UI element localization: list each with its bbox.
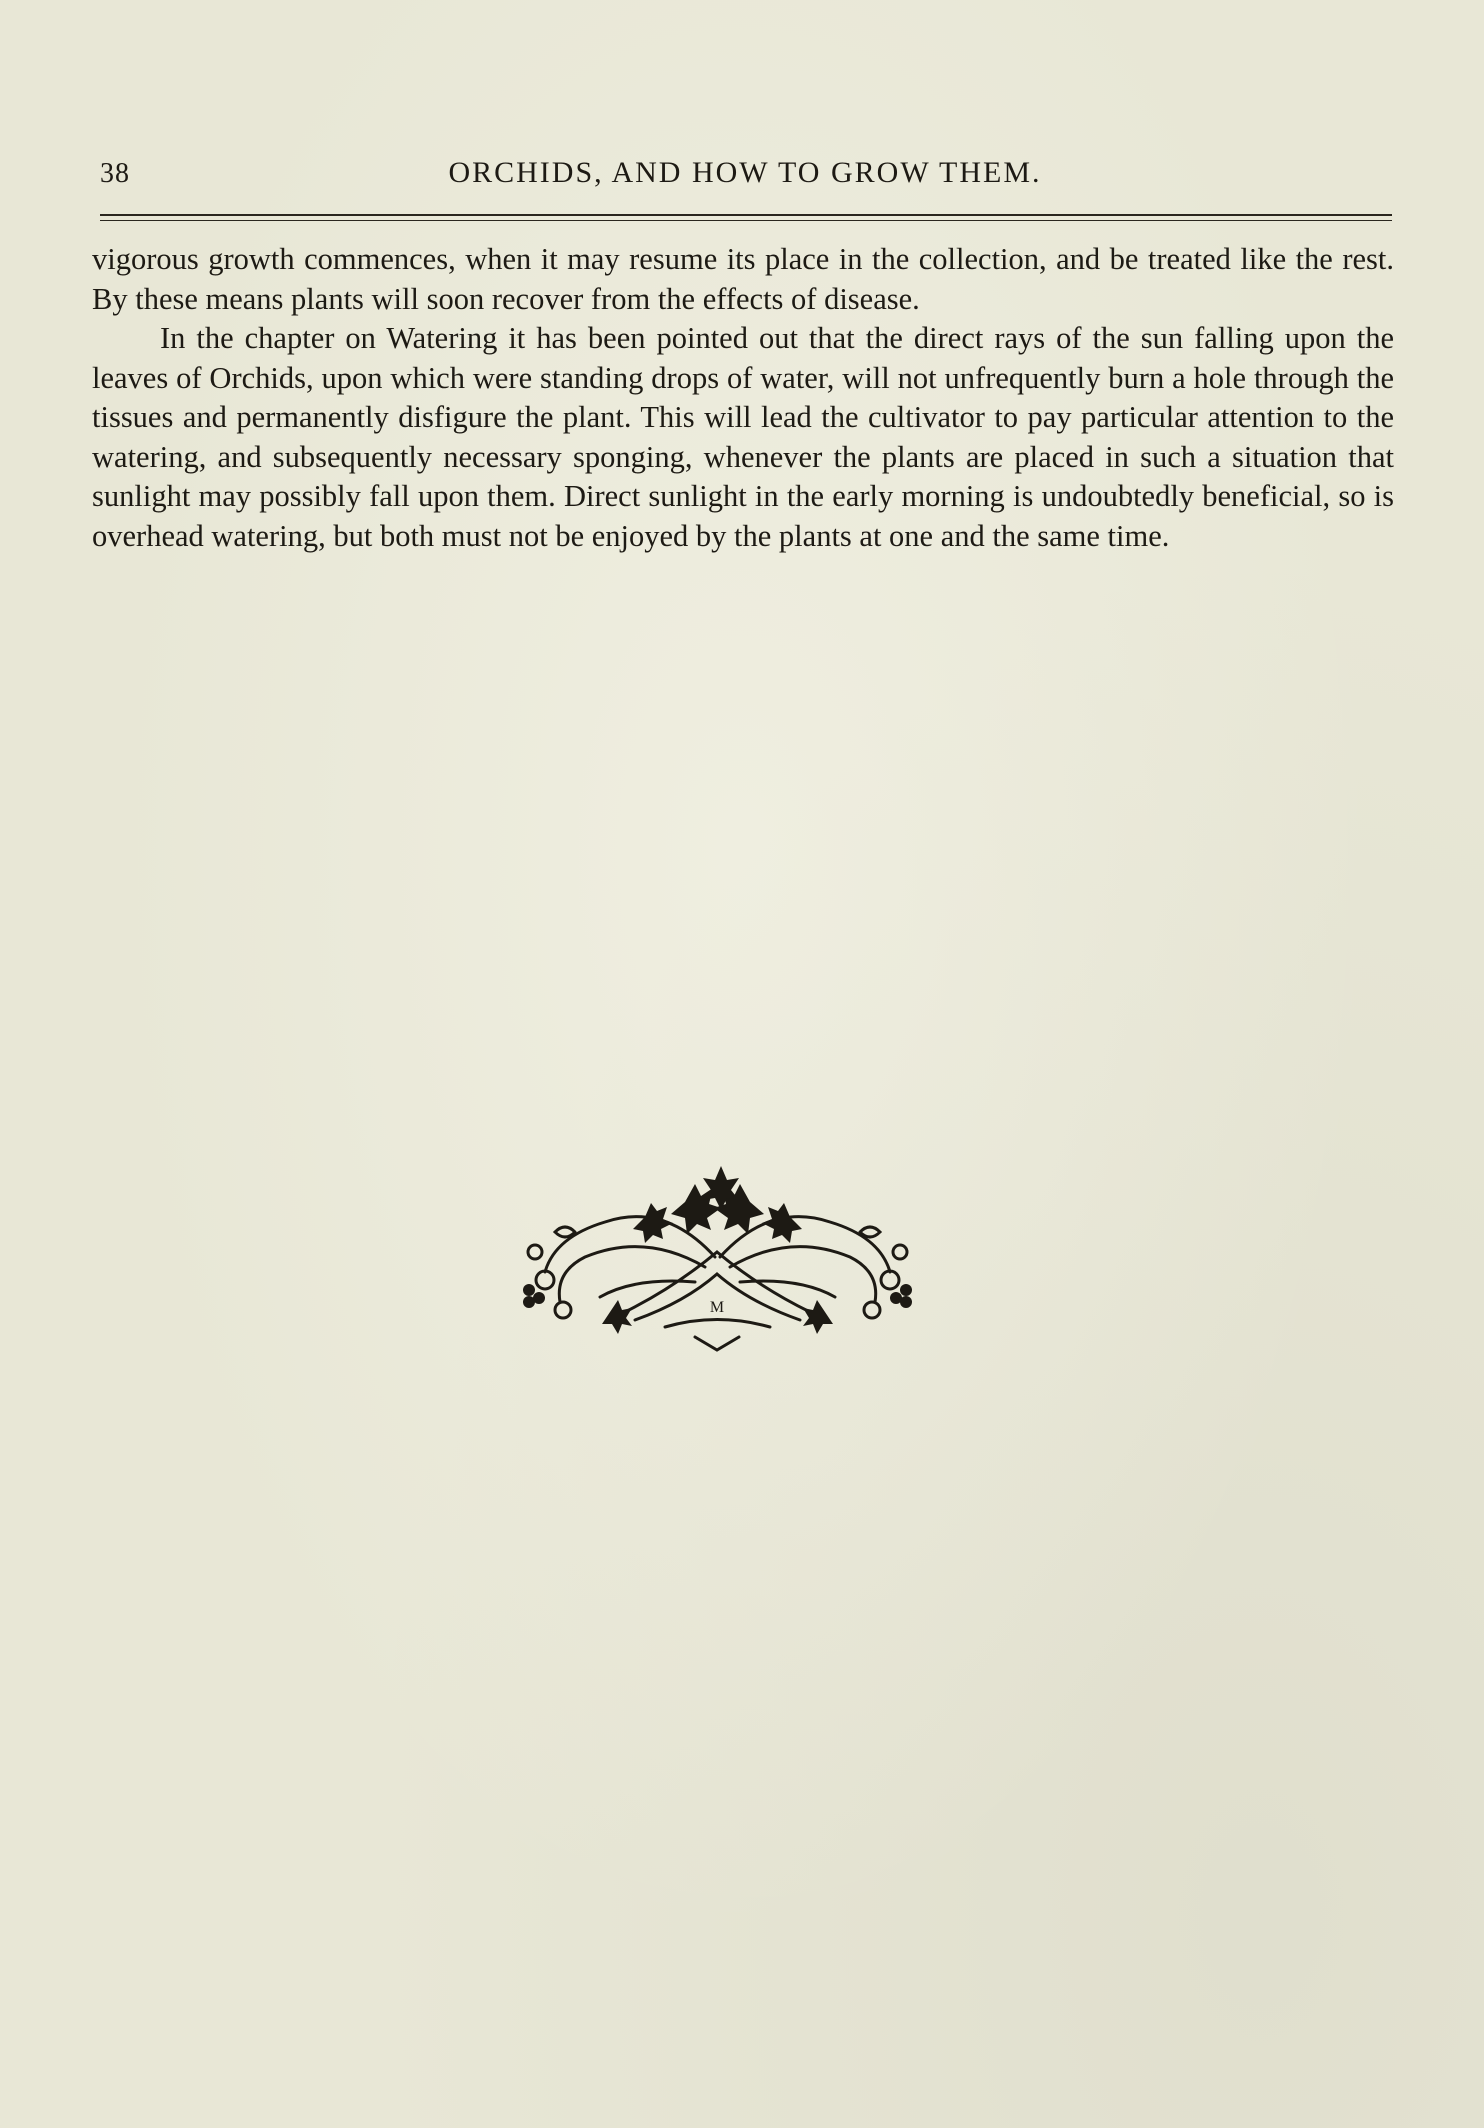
page-number: 38 [100,158,130,189]
paragraph-watering: In the chapter on Watering it has been pointed out that the direct rays of the sun falling upon the leaves of Orchids, upon which were standing drops of water, will not unfrequently burn a hole through the tissues and permanently disfigure the plant. This will lead the cultivator to pay particular attention to the watering, and subsequently necessary sponging, whenever the plants are placed in such a situation that sunlight may possibly fall upon them. Direct sunlight in the early morning is undoubtedly beneficial, so is overhead watering, but both must not be enjoyed by the plants at one and the same time. [92,321,1394,553]
floral-tailpiece-icon [515,1162,920,1352]
paragraph-continuation: vigorous growth commences, when it may resume its place in the collection, and be treated like the rest. By these means plants will soon recover from the effects of disease. [92,242,1394,316]
body-text [92,240,1394,556]
header-rule-thin [100,220,1392,221]
running-title: ORCHIDS, AND HOW TO GROW THEM. [448,156,1042,189]
running-head [100,150,1390,200]
header-rule-thick [100,214,1392,216]
ornament-monogram: M [709,1299,725,1316]
